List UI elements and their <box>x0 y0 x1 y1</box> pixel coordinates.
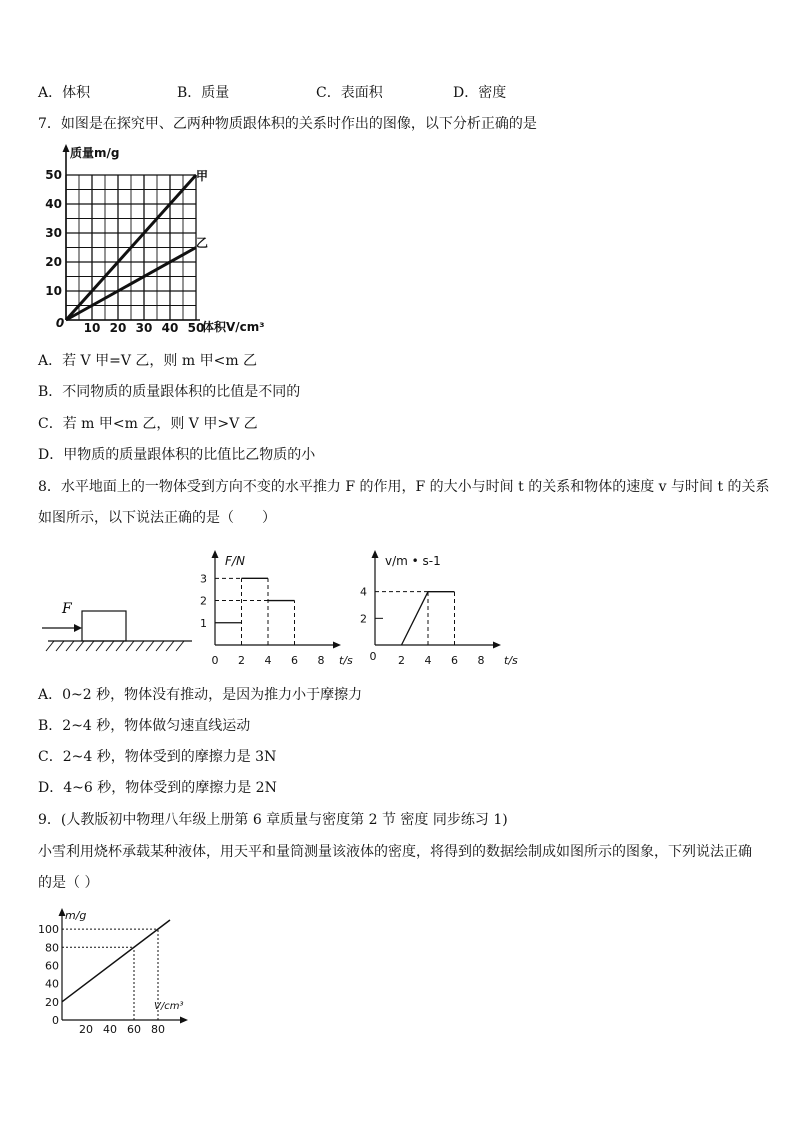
q8-hatch-line <box>126 641 134 651</box>
q8-hatch-line <box>166 641 174 651</box>
q7-y-tick-label: 40 <box>45 197 62 211</box>
q6-option-a: A．体积 <box>38 85 91 101</box>
q9-x-tick-label: 60 <box>127 1023 141 1035</box>
q9-x-axis-arrow <box>180 1017 188 1024</box>
q8-stem-line1: 8．水平地面上的一物体受到方向不变的水平推力 F 的作用，F 的大小与时间 t 的关系和物体的速度 v 与时间 t 的关系 <box>38 479 770 495</box>
q8v-y-tick-label: 2 <box>360 612 367 626</box>
q8f-y-tick-label: 2 <box>200 594 207 608</box>
q8-hatch-line <box>136 641 144 651</box>
q8-hatch-line <box>76 641 84 651</box>
q9-y-tick-label: 20 <box>45 995 59 1009</box>
q8f-x-axis-label: t/s <box>339 654 353 667</box>
q8f-x-axis-arrow <box>333 642 341 649</box>
q8f-lines <box>215 578 295 645</box>
q6-options <box>38 82 738 102</box>
q7-y-tick-label: 50 <box>45 168 62 182</box>
q8-force-label: F <box>62 601 72 617</box>
q8v-x-tick-label: 6 <box>451 654 458 667</box>
q7-option-c: C．若 m 甲<m 乙，则 V 甲>V 乙 <box>38 416 258 432</box>
q9-y-axis-label: m/g <box>65 909 87 922</box>
q8-hatch-line <box>146 641 154 651</box>
q8-hatch-line <box>116 641 124 651</box>
q8-velocity-time-chart <box>355 545 525 675</box>
q8f-y-tick-label: 3 <box>200 572 207 586</box>
q8-hatch-line <box>86 641 94 651</box>
q9-series-line <box>62 920 170 1002</box>
q7-series-label-jia: 甲 <box>196 169 209 183</box>
q8v-ticks <box>360 586 485 667</box>
q6-option-d: D．密度 <box>453 85 507 101</box>
q9-x-tick-label: 80 <box>151 1023 165 1035</box>
q8-hatch-line <box>46 641 54 651</box>
q7-option-b: B．不同物质的质量跟体积的比值是不同的 <box>38 384 301 400</box>
q7-option-d: D．甲物质的质量跟体积的比值比乙物质的小 <box>38 447 316 463</box>
q6-option-c: C．表面积 <box>316 85 383 101</box>
q8-hatch-line <box>106 641 114 651</box>
q8v-y-axis-label: v/m • s-1 <box>385 554 441 568</box>
q7-x-tick-label: 50 <box>187 321 205 335</box>
q8-hatch-line <box>156 641 164 651</box>
q8v-x-tick-label: 8 <box>477 654 485 667</box>
q8-ground-hatch <box>46 641 184 651</box>
q7-y-axis-label: 质量m/g <box>70 146 120 160</box>
q7-x-tick-label: 30 <box>135 321 153 335</box>
q8v-x-axis-label: t/s <box>504 654 518 667</box>
q8f-x-tick-label: 8 <box>317 654 325 667</box>
q8v-lines <box>375 592 455 645</box>
q7-stem: 7．如图是在探究甲、乙两种物质跟体积的关系时作出的图像，以下分析正确的是 <box>38 116 537 132</box>
q7-series-label-yi: 乙 <box>196 236 209 250</box>
q8-block-figure <box>40 595 200 665</box>
q8f-x-tick-label: 0 <box>211 654 219 667</box>
q8-hatch-line <box>66 641 74 651</box>
q8f-x-tick-label: 4 <box>264 654 272 667</box>
q7-x-tick-label: 40 <box>161 321 179 335</box>
q7-y-axis-arrow <box>63 144 70 152</box>
q9-y-tick-label: 0 <box>52 1014 59 1027</box>
q9-y-tick-label: 60 <box>45 959 59 973</box>
q8f-ticks <box>200 572 325 667</box>
q7-x-tick-label: 20 <box>109 321 127 335</box>
q8v-segment-ramp <box>402 592 429 645</box>
q8v-y-tick-label: 4 <box>360 585 367 599</box>
q7-y-tick-label: 30 <box>45 226 62 240</box>
q8-hatch-line <box>176 641 184 651</box>
q8-option-c: C．2~4 秒，物体受到的摩擦力是 3N <box>38 749 277 765</box>
q9-y-tick-label: 80 <box>45 941 59 955</box>
q8-force-arrowhead <box>74 624 82 632</box>
q9-y-tick-label: 100 <box>38 923 59 937</box>
q8f-x-tick-label: 6 <box>291 654 298 667</box>
q9-chart <box>30 905 200 1035</box>
q9-stem-line3: 的是（ ） <box>38 875 99 891</box>
q8f-x-tick-label: 2 <box>238 654 245 667</box>
q8f-y-tick-label: 1 <box>200 616 207 630</box>
q8-stem-line2: 如图所示，以下说法正确的是（ ） <box>38 510 276 526</box>
q8-force-time-chart <box>195 545 360 675</box>
q8-option-d: D．4~6 秒，物体受到的摩擦力是 2N <box>38 780 277 796</box>
q7-y-tick-label: 20 <box>45 255 62 269</box>
q9-stem-line1: 9．(人教版初中物理八年级上册第 6 章质量与密度第 2 节 密度 同步练习 1) <box>38 812 508 828</box>
q7-x-axis-label: 体积V/cm³ <box>202 320 265 334</box>
q6-option-b: B．质量 <box>177 85 230 101</box>
q9-x-tick-label: 40 <box>103 1023 117 1035</box>
q8v-y-axis-arrow <box>372 550 379 558</box>
q7-y-tick-label: 10 <box>45 284 62 298</box>
q8-option-a: A．0~2 秒，物体没有推动，是因为推力小于摩擦力 <box>38 687 363 703</box>
q7-x-tick-label: 10 <box>83 321 101 335</box>
q8v-x-tick-label: 2 <box>398 654 405 667</box>
q8f-y-axis-label: F/N <box>225 554 245 568</box>
q8v-x-tick-label: 4 <box>424 654 432 667</box>
q9-stem-line2: 小雪利用烧杯承载某种液体，用天平和量筒测量该液体的密度，将得到的数据绘制成如图所示的图象，下列说法正确 <box>38 844 752 860</box>
q8-block <box>82 611 126 641</box>
q9-x-axis-label: V/cm³ <box>154 1001 184 1012</box>
q9-y-tick-label: 40 <box>45 977 59 991</box>
q9-x-tick-label: 20 <box>79 1023 93 1035</box>
q8v-x-axis-arrow <box>493 642 501 649</box>
q9-ticks <box>38 923 165 1035</box>
q8-option-b: B．2~4 秒，物体做匀速直线运动 <box>38 718 251 734</box>
q8f-y-axis-arrow <box>212 550 219 558</box>
q8-hatch-line <box>96 641 104 651</box>
q7-option-a: A．若 V 甲=V 乙，则 m 甲<m 乙 <box>38 353 258 369</box>
q7-origin-label: 0 <box>55 316 65 330</box>
q7-chart <box>38 140 278 340</box>
q8v-x-tick-label: 0 <box>369 650 377 663</box>
q8-hatch-line <box>56 641 64 651</box>
